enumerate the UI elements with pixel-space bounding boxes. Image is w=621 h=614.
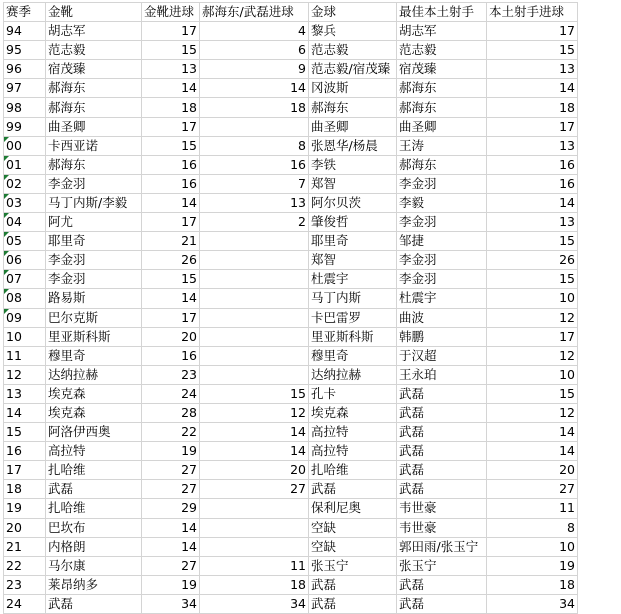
table-row bbox=[4, 41, 578, 60]
cell-golden-ball[interactable]: 武磊 bbox=[309, 594, 397, 613]
header-best-local-scorer[interactable]: 最佳本土射手 bbox=[397, 3, 487, 22]
cell-hao-wu-goals[interactable] bbox=[200, 365, 309, 384]
cell-local-scorer-goals[interactable]: 34 bbox=[487, 594, 578, 613]
cell-golden-ball[interactable]: 空缺 bbox=[309, 537, 397, 556]
table-row bbox=[4, 251, 578, 270]
header-golden-boot-goals[interactable]: 金靴进球 bbox=[142, 3, 200, 22]
cell-golden-boot[interactable]: 莱昂纳多 bbox=[46, 575, 142, 594]
table-row bbox=[4, 232, 578, 251]
cell-golden-boot[interactable]: 巴坎布 bbox=[46, 518, 142, 537]
cell-hao-wu-goals[interactable]: 16 bbox=[200, 155, 309, 174]
cell-local-scorer-goals[interactable]: 26 bbox=[487, 251, 578, 270]
cell-season[interactable]: 01 bbox=[4, 155, 46, 174]
cell-golden-boot-goals[interactable]: 26 bbox=[142, 251, 200, 270]
cell-golden-boot-goals[interactable]: 24 bbox=[142, 384, 200, 403]
table-row bbox=[4, 213, 578, 232]
cell-hao-wu-goals[interactable]: 18 bbox=[200, 98, 309, 117]
cell-golden-boot-goals[interactable]: 27 bbox=[142, 480, 200, 499]
cell-golden-boot[interactable]: 阿洛伊西奥 bbox=[46, 423, 142, 442]
table-row bbox=[4, 537, 578, 556]
table-row bbox=[4, 193, 578, 212]
cell-best-local-scorer[interactable]: 李金羽 bbox=[397, 251, 487, 270]
cell-golden-boot-goals[interactable]: 17 bbox=[142, 117, 200, 136]
cell-golden-boot-goals[interactable]: 29 bbox=[142, 499, 200, 518]
cell-season[interactable]: 18 bbox=[4, 480, 46, 499]
cell-hao-wu-goals[interactable]: 2 bbox=[200, 213, 309, 232]
cell-golden-ball[interactable]: 埃克森 bbox=[309, 403, 397, 422]
cell-local-scorer-goals[interactable]: 18 bbox=[487, 98, 578, 117]
cell-hao-wu-goals[interactable]: 34 bbox=[200, 594, 309, 613]
cell-season[interactable]: 20 bbox=[4, 518, 46, 537]
cell-hao-wu-goals[interactable]: 4 bbox=[200, 22, 309, 41]
cell-golden-ball[interactable]: 冈波斯 bbox=[309, 79, 397, 98]
cell-hao-wu-goals[interactable]: 14 bbox=[200, 79, 309, 98]
table-row bbox=[4, 442, 578, 461]
cell-golden-boot[interactable]: 内格朗 bbox=[46, 537, 142, 556]
cell-golden-boot-goals[interactable]: 15 bbox=[142, 41, 200, 60]
cell-golden-ball[interactable]: 黎兵 bbox=[309, 22, 397, 41]
cell-golden-boot-goals[interactable]: 20 bbox=[142, 327, 200, 346]
cell-local-scorer-goals[interactable]: 10 bbox=[487, 537, 578, 556]
cell-hao-wu-goals[interactable]: 9 bbox=[200, 60, 309, 79]
cell-season[interactable]: 02 bbox=[4, 174, 46, 193]
table-row bbox=[4, 575, 578, 594]
cell-golden-boot[interactable]: 达纳拉赫 bbox=[46, 365, 142, 384]
cell-local-scorer-goals[interactable]: 17 bbox=[487, 327, 578, 346]
cell-golden-ball[interactable]: 郝海东 bbox=[309, 98, 397, 117]
cell-best-local-scorer[interactable]: 武磊 bbox=[397, 403, 487, 422]
cell-golden-boot[interactable]: 李金羽 bbox=[46, 251, 142, 270]
table-row bbox=[4, 136, 578, 155]
cell-best-local-scorer[interactable]: 邹捷 bbox=[397, 232, 487, 251]
cell-season[interactable]: 99 bbox=[4, 117, 46, 136]
cell-golden-boot[interactable]: 武磊 bbox=[46, 480, 142, 499]
cell-season[interactable]: 05 bbox=[4, 232, 46, 251]
cell-best-local-scorer[interactable]: 武磊 bbox=[397, 442, 487, 461]
cell-golden-boot-goals[interactable]: 19 bbox=[142, 575, 200, 594]
cell-golden-boot[interactable]: 曲圣卿 bbox=[46, 117, 142, 136]
cell-best-local-scorer[interactable]: 曲圣卿 bbox=[397, 117, 487, 136]
cell-golden-boot[interactable]: 穆里奇 bbox=[46, 346, 142, 365]
cell-golden-boot[interactable]: 巴尔克斯 bbox=[46, 308, 142, 327]
cell-local-scorer-goals[interactable]: 8 bbox=[487, 518, 578, 537]
cell-golden-ball[interactable]: 孔卡 bbox=[309, 384, 397, 403]
header-hao-wu-goals[interactable]: 郝海东/武磊进球 bbox=[200, 3, 309, 22]
cell-golden-ball[interactable]: 高拉特 bbox=[309, 423, 397, 442]
cell-hao-wu-goals[interactable]: 6 bbox=[200, 41, 309, 60]
cell-golden-boot-goals[interactable]: 14 bbox=[142, 193, 200, 212]
cell-golden-boot[interactable]: 李金羽 bbox=[46, 174, 142, 193]
cell-best-local-scorer[interactable]: 武磊 bbox=[397, 423, 487, 442]
cell-local-scorer-goals[interactable]: 10 bbox=[487, 289, 578, 308]
cell-golden-boot-goals[interactable]: 23 bbox=[142, 365, 200, 384]
table-row bbox=[4, 518, 578, 537]
cell-golden-ball[interactable]: 范志毅 bbox=[309, 41, 397, 60]
cell-season[interactable]: 08 bbox=[4, 289, 46, 308]
cell-golden-boot-goals[interactable]: 17 bbox=[142, 213, 200, 232]
cell-hao-wu-goals[interactable]: 11 bbox=[200, 556, 309, 575]
cell-best-local-scorer[interactable]: 武磊 bbox=[397, 594, 487, 613]
cell-best-local-scorer[interactable]: 郝海东 bbox=[397, 155, 487, 174]
cell-local-scorer-goals[interactable]: 14 bbox=[487, 193, 578, 212]
cell-local-scorer-goals[interactable]: 13 bbox=[487, 60, 578, 79]
cell-season[interactable]: 16 bbox=[4, 442, 46, 461]
cell-best-local-scorer[interactable]: 郭田雨/张玉宁 bbox=[397, 537, 487, 556]
cell-season[interactable]: 06 bbox=[4, 251, 46, 270]
cell-golden-ball[interactable]: 武磊 bbox=[309, 480, 397, 499]
cell-hao-wu-goals[interactable] bbox=[200, 251, 309, 270]
header-local-scorer-goals[interactable]: 本土射手进球 bbox=[487, 3, 578, 22]
cell-local-scorer-goals[interactable]: 14 bbox=[487, 423, 578, 442]
cell-season[interactable]: 98 bbox=[4, 98, 46, 117]
cell-golden-ball[interactable]: 曲圣卿 bbox=[309, 117, 397, 136]
cell-hao-wu-goals[interactable]: 20 bbox=[200, 461, 309, 480]
cell-golden-boot-goals[interactable]: 19 bbox=[142, 442, 200, 461]
cell-golden-boot[interactable]: 郝海东 bbox=[46, 98, 142, 117]
cell-golden-boot[interactable]: 埃克森 bbox=[46, 384, 142, 403]
cell-local-scorer-goals[interactable]: 18 bbox=[487, 575, 578, 594]
table-row bbox=[4, 117, 578, 136]
cell-golden-ball[interactable]: 张恩华/杨晨 bbox=[309, 136, 397, 155]
cell-golden-boot-goals[interactable]: 17 bbox=[142, 22, 200, 41]
cell-golden-ball[interactable]: 穆里奇 bbox=[309, 346, 397, 365]
cell-season[interactable]: 14 bbox=[4, 403, 46, 422]
table-row bbox=[4, 594, 578, 613]
cell-best-local-scorer[interactable]: 王涛 bbox=[397, 136, 487, 155]
cell-best-local-scorer[interactable]: 李金羽 bbox=[397, 174, 487, 193]
cell-local-scorer-goals[interactable]: 12 bbox=[487, 346, 578, 365]
cell-golden-ball[interactable]: 范志毅/宿茂臻 bbox=[309, 60, 397, 79]
cell-local-scorer-goals[interactable]: 19 bbox=[487, 556, 578, 575]
cell-season[interactable]: 21 bbox=[4, 537, 46, 556]
table-row bbox=[4, 480, 578, 499]
cell-season[interactable]: 24 bbox=[4, 594, 46, 613]
cell-best-local-scorer[interactable]: 王永珀 bbox=[397, 365, 487, 384]
cell-hao-wu-goals[interactable]: 12 bbox=[200, 403, 309, 422]
cell-golden-ball[interactable]: 张玉宁 bbox=[309, 556, 397, 575]
cell-golden-boot-goals[interactable]: 15 bbox=[142, 136, 200, 155]
cell-best-local-scorer[interactable]: 杜震宇 bbox=[397, 289, 487, 308]
table-row bbox=[4, 384, 578, 403]
cell-golden-boot-goals[interactable]: 16 bbox=[142, 346, 200, 365]
table-row bbox=[4, 270, 578, 289]
cell-local-scorer-goals[interactable]: 13 bbox=[487, 136, 578, 155]
cell-season[interactable]: 03 bbox=[4, 193, 46, 212]
cell-hao-wu-goals[interactable]: 14 bbox=[200, 423, 309, 442]
table-row bbox=[4, 79, 578, 98]
table-row bbox=[4, 403, 578, 422]
cell-golden-boot-goals[interactable]: 14 bbox=[142, 289, 200, 308]
table-row bbox=[4, 155, 578, 174]
cell-best-local-scorer[interactable]: 武磊 bbox=[397, 480, 487, 499]
header-season[interactable]: 赛季 bbox=[4, 3, 46, 22]
cell-golden-boot-goals[interactable]: 16 bbox=[142, 155, 200, 174]
cell-best-local-scorer[interactable]: 武磊 bbox=[397, 384, 487, 403]
cell-golden-ball[interactable]: 扎哈维 bbox=[309, 461, 397, 480]
cell-best-local-scorer[interactable]: 宿茂臻 bbox=[397, 60, 487, 79]
cell-local-scorer-goals[interactable]: 14 bbox=[487, 442, 578, 461]
table-row bbox=[4, 556, 578, 575]
cell-golden-boot[interactable]: 埃克森 bbox=[46, 403, 142, 422]
cell-golden-ball[interactable]: 武磊 bbox=[309, 575, 397, 594]
cell-local-scorer-goals[interactable]: 17 bbox=[487, 22, 578, 41]
table-row bbox=[4, 289, 578, 308]
cell-hao-wu-goals[interactable]: 14 bbox=[200, 442, 309, 461]
cell-golden-ball[interactable]: 保利尼奥 bbox=[309, 499, 397, 518]
cell-hao-wu-goals[interactable] bbox=[200, 537, 309, 556]
cell-best-local-scorer[interactable]: 韩鹏 bbox=[397, 327, 487, 346]
cell-hao-wu-goals[interactable] bbox=[200, 117, 309, 136]
cell-golden-ball[interactable]: 阿尔贝茨 bbox=[309, 193, 397, 212]
cell-golden-boot[interactable]: 扎哈维 bbox=[46, 499, 142, 518]
table-row bbox=[4, 499, 578, 518]
cell-golden-boot[interactable]: 马尔康 bbox=[46, 556, 142, 575]
cell-golden-ball[interactable]: 郑智 bbox=[309, 251, 397, 270]
cell-golden-boot[interactable]: 宿茂臻 bbox=[46, 60, 142, 79]
cell-best-local-scorer[interactable]: 于汉超 bbox=[397, 346, 487, 365]
spreadsheet-table bbox=[3, 2, 578, 614]
cell-golden-boot-goals[interactable]: 14 bbox=[142, 79, 200, 98]
cell-hao-wu-goals[interactable] bbox=[200, 518, 309, 537]
cell-golden-ball[interactable]: 肇俊哲 bbox=[309, 213, 397, 232]
cell-golden-boot-goals[interactable]: 22 bbox=[142, 423, 200, 442]
cell-local-scorer-goals[interactable]: 16 bbox=[487, 174, 578, 193]
cell-hao-wu-goals[interactable]: 27 bbox=[200, 480, 309, 499]
cell-local-scorer-goals[interactable]: 27 bbox=[487, 480, 578, 499]
table-row bbox=[4, 327, 578, 346]
cell-golden-ball[interactable]: 里亚斯科斯 bbox=[309, 327, 397, 346]
cell-season[interactable]: 04 bbox=[4, 213, 46, 232]
cell-local-scorer-goals[interactable]: 11 bbox=[487, 499, 578, 518]
cell-season[interactable]: 94 bbox=[4, 22, 46, 41]
cell-season[interactable]: 15 bbox=[4, 423, 46, 442]
cell-best-local-scorer[interactable]: 张玉宁 bbox=[397, 556, 487, 575]
cell-hao-wu-goals[interactable] bbox=[200, 499, 309, 518]
cell-best-local-scorer[interactable]: 武磊 bbox=[397, 461, 487, 480]
cell-golden-boot[interactable]: 路易斯 bbox=[46, 289, 142, 308]
cell-best-local-scorer[interactable]: 韦世豪 bbox=[397, 499, 487, 518]
cell-local-scorer-goals[interactable]: 13 bbox=[487, 213, 578, 232]
cell-season[interactable]: 07 bbox=[4, 270, 46, 289]
cell-season[interactable]: 19 bbox=[4, 499, 46, 518]
table-row bbox=[4, 60, 578, 79]
cell-local-scorer-goals[interactable]: 15 bbox=[487, 232, 578, 251]
cell-season[interactable]: 12 bbox=[4, 365, 46, 384]
cell-hao-wu-goals[interactable] bbox=[200, 327, 309, 346]
cell-local-scorer-goals[interactable]: 15 bbox=[487, 384, 578, 403]
cell-local-scorer-goals[interactable]: 16 bbox=[487, 155, 578, 174]
cell-local-scorer-goals[interactable]: 15 bbox=[487, 41, 578, 60]
cell-hao-wu-goals[interactable] bbox=[200, 270, 309, 289]
cell-golden-boot[interactable]: 郝海东 bbox=[46, 155, 142, 174]
cell-golden-ball[interactable]: 李铁 bbox=[309, 155, 397, 174]
cell-local-scorer-goals[interactable]: 14 bbox=[487, 79, 578, 98]
cell-hao-wu-goals[interactable]: 18 bbox=[200, 575, 309, 594]
cell-golden-boot[interactable]: 扎哈维 bbox=[46, 461, 142, 480]
cell-hao-wu-goals[interactable] bbox=[200, 232, 309, 251]
cell-golden-boot-goals[interactable]: 14 bbox=[142, 537, 200, 556]
cell-season[interactable]: 23 bbox=[4, 575, 46, 594]
cell-best-local-scorer[interactable]: 李金羽 bbox=[397, 213, 487, 232]
cell-best-local-scorer[interactable]: 郝海东 bbox=[397, 98, 487, 117]
cell-best-local-scorer[interactable]: 韦世豪 bbox=[397, 518, 487, 537]
cell-best-local-scorer[interactable]: 武磊 bbox=[397, 575, 487, 594]
cell-golden-boot-goals[interactable]: 27 bbox=[142, 461, 200, 480]
cell-best-local-scorer[interactable]: 范志毅 bbox=[397, 41, 487, 60]
cell-season[interactable]: 97 bbox=[4, 79, 46, 98]
cell-golden-boot-goals[interactable]: 17 bbox=[142, 308, 200, 327]
table-row bbox=[4, 174, 578, 193]
cell-golden-boot[interactable]: 高拉特 bbox=[46, 442, 142, 461]
cell-hao-wu-goals[interactable]: 13 bbox=[200, 193, 309, 212]
cell-golden-boot[interactable]: 马丁内斯/李毅 bbox=[46, 193, 142, 212]
cell-local-scorer-goals[interactable]: 20 bbox=[487, 461, 578, 480]
cell-season[interactable]: 96 bbox=[4, 60, 46, 79]
table-body bbox=[4, 3, 578, 614]
cell-golden-boot-goals[interactable]: 16 bbox=[142, 174, 200, 193]
cell-season[interactable]: 09 bbox=[4, 308, 46, 327]
cell-golden-boot[interactable]: 郝海东 bbox=[46, 79, 142, 98]
cell-local-scorer-goals[interactable]: 15 bbox=[487, 270, 578, 289]
table-row bbox=[4, 365, 578, 384]
cell-best-local-scorer[interactable]: 李毅 bbox=[397, 193, 487, 212]
cell-golden-boot[interactable]: 里亚斯科斯 bbox=[46, 327, 142, 346]
cell-hao-wu-goals[interactable]: 15 bbox=[200, 384, 309, 403]
cell-golden-boot[interactable]: 武磊 bbox=[46, 594, 142, 613]
cell-golden-ball[interactable]: 马丁内斯 bbox=[309, 289, 397, 308]
cell-golden-boot[interactable]: 范志毅 bbox=[46, 41, 142, 60]
cell-golden-boot-goals[interactable]: 28 bbox=[142, 403, 200, 422]
cell-golden-ball[interactable]: 耶里奇 bbox=[309, 232, 397, 251]
cell-season[interactable]: 11 bbox=[4, 346, 46, 365]
cell-golden-boot-goals[interactable]: 21 bbox=[142, 232, 200, 251]
cell-hao-wu-goals[interactable] bbox=[200, 308, 309, 327]
cell-local-scorer-goals[interactable]: 12 bbox=[487, 308, 578, 327]
table-row bbox=[4, 461, 578, 480]
cell-hao-wu-goals[interactable]: 8 bbox=[200, 136, 309, 155]
table-row bbox=[4, 346, 578, 365]
cell-golden-ball[interactable]: 高拉特 bbox=[309, 442, 397, 461]
table-row bbox=[4, 308, 578, 327]
cell-season[interactable]: 95 bbox=[4, 41, 46, 60]
header-golden-boot[interactable]: 金靴 bbox=[46, 3, 142, 22]
cell-golden-ball[interactable]: 空缺 bbox=[309, 518, 397, 537]
cell-golden-boot-goals[interactable]: 18 bbox=[142, 98, 200, 117]
cell-local-scorer-goals[interactable]: 17 bbox=[487, 117, 578, 136]
cell-golden-boot[interactable]: 李金羽 bbox=[46, 270, 142, 289]
cell-golden-boot-goals[interactable]: 27 bbox=[142, 556, 200, 575]
cell-golden-boot[interactable]: 胡志军 bbox=[46, 22, 142, 41]
cell-best-local-scorer[interactable]: 曲波 bbox=[397, 308, 487, 327]
cell-season[interactable]: 17 bbox=[4, 461, 46, 480]
cell-golden-ball[interactable]: 杜震宇 bbox=[309, 270, 397, 289]
header-row bbox=[4, 3, 578, 22]
table-row bbox=[4, 22, 578, 41]
cell-season[interactable]: 22 bbox=[4, 556, 46, 575]
cell-best-local-scorer[interactable]: 郝海东 bbox=[397, 79, 487, 98]
cell-golden-boot-goals[interactable]: 34 bbox=[142, 594, 200, 613]
cell-local-scorer-goals[interactable]: 10 bbox=[487, 365, 578, 384]
cell-golden-boot[interactable]: 阿尤 bbox=[46, 213, 142, 232]
table-row bbox=[4, 98, 578, 117]
cell-best-local-scorer[interactable]: 胡志军 bbox=[397, 22, 487, 41]
cell-golden-boot-goals[interactable]: 14 bbox=[142, 518, 200, 537]
cell-golden-ball[interactable]: 达纳拉赫 bbox=[309, 365, 397, 384]
cell-hao-wu-goals[interactable]: 7 bbox=[200, 174, 309, 193]
cell-season[interactable]: 13 bbox=[4, 384, 46, 403]
cell-hao-wu-goals[interactable] bbox=[200, 346, 309, 365]
cell-golden-ball[interactable]: 卡巴雷罗 bbox=[309, 308, 397, 327]
cell-season[interactable]: 10 bbox=[4, 327, 46, 346]
cell-best-local-scorer[interactable]: 李金羽 bbox=[397, 270, 487, 289]
cell-golden-boot-goals[interactable]: 15 bbox=[142, 270, 200, 289]
cell-golden-boot[interactable]: 卡西亚诺 bbox=[46, 136, 142, 155]
cell-season[interactable]: 00 bbox=[4, 136, 46, 155]
cell-golden-ball[interactable]: 郑智 bbox=[309, 174, 397, 193]
cell-local-scorer-goals[interactable]: 12 bbox=[487, 403, 578, 422]
cell-golden-boot-goals[interactable]: 13 bbox=[142, 60, 200, 79]
cell-golden-boot[interactable]: 耶里奇 bbox=[46, 232, 142, 251]
header-golden-ball[interactable]: 金球 bbox=[309, 3, 397, 22]
cell-hao-wu-goals[interactable] bbox=[200, 289, 309, 308]
table-row bbox=[4, 423, 578, 442]
